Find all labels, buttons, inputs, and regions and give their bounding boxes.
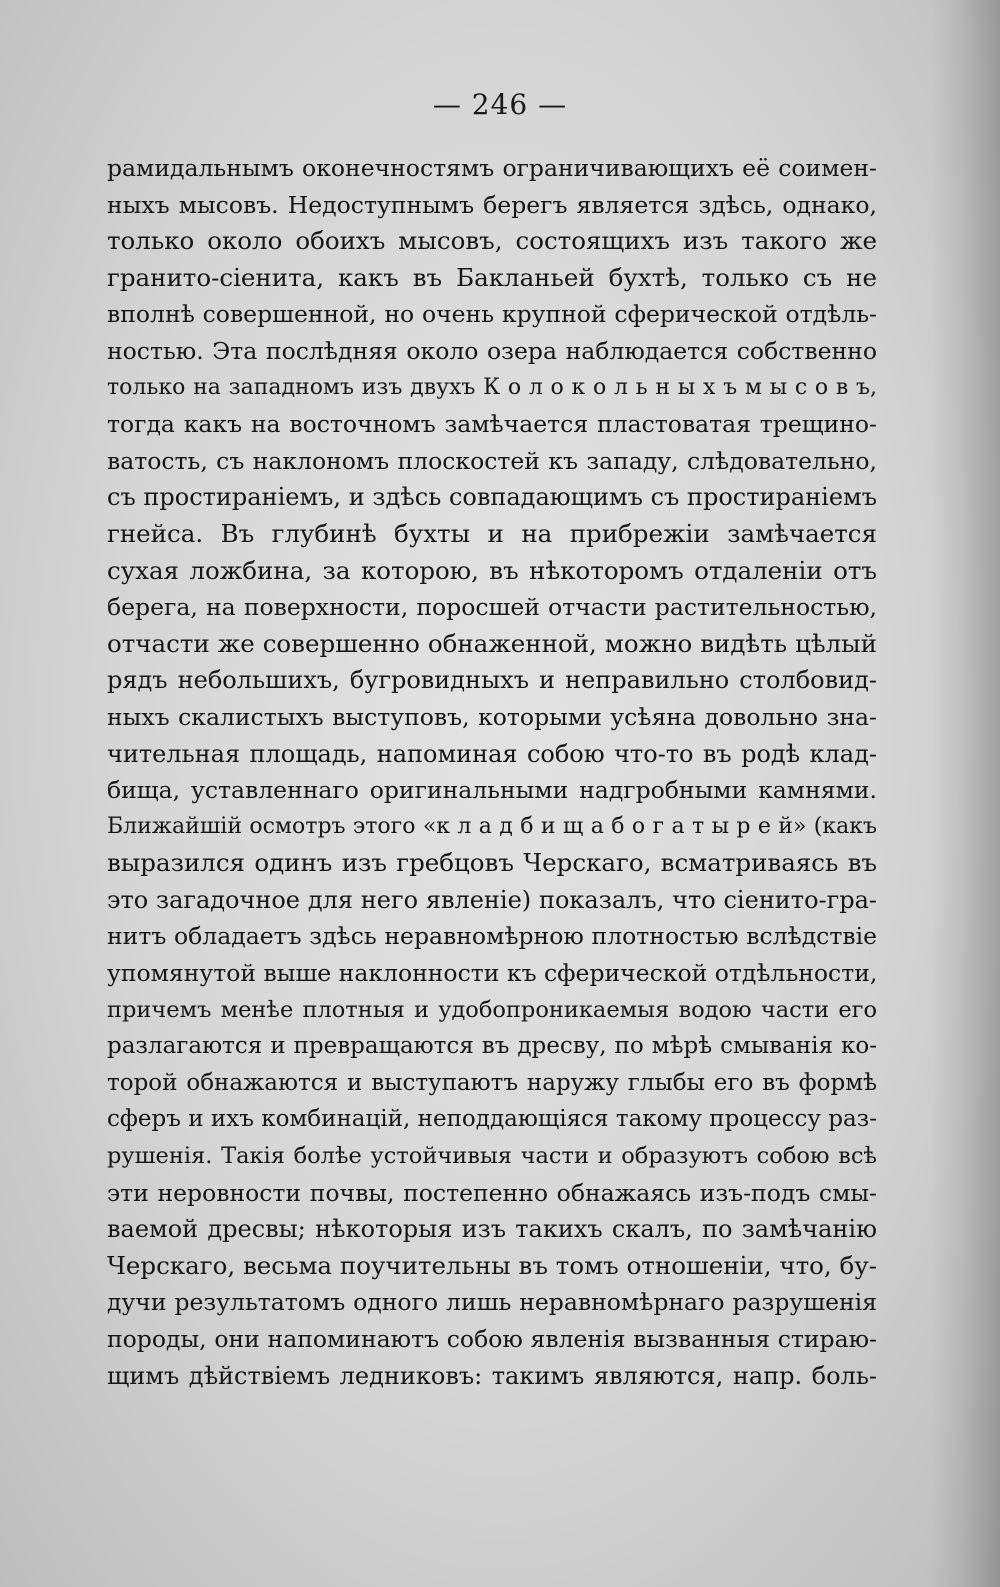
text-line: ваемой дресвы; нѣкоторыя изъ такихъ скалъ, по замѣчанію <box>107 1215 877 1244</box>
text-line: щимъ дѣйствіемъ ледниковъ: такимъ являются, напр. боль- <box>107 1361 877 1390</box>
text-line: разлагаются и превращаются въ дресву, по мѣрѣ смыванія ко- <box>107 1033 877 1060</box>
text-line: только около обоихъ мысовъ, состоящихъ изъ такого же <box>107 226 877 256</box>
text-line: рядъ небольшихъ, бугровидныхъ и неправильно столбовид- <box>107 666 877 695</box>
text-line: только на западномъ изъ двухъ К о л о к о л ь н ы х ъ м ы с о в ъ, <box>107 374 877 400</box>
page-number: — 246 — <box>432 88 568 121</box>
text-line: рушенія. Такія болѣе устойчивыя части и образуютъ собою всѣ <box>107 1143 877 1170</box>
text-line: гнейса. Въ глубинѣ бухты и на прибрежіи замѣчается <box>107 518 877 548</box>
text-line: вполнѣ совершенной, но очень крупной сферической отдѣль- <box>107 300 877 329</box>
text-line: породы, они напоминаютъ собою явленія вызванныя стираю- <box>107 1325 877 1353</box>
body-text <box>107 150 877 1394</box>
text-line: выразился одинъ изъ гребцовъ Черскаго, всматриваясь въ <box>107 848 877 878</box>
text-line: Ближайшій осмотръ этого «к л а д б и щ а б о г а т ы р е й» (какъ <box>107 813 877 839</box>
text-line: отчасти же совершенно обнаженной, можно видѣть цѣлый <box>107 628 877 658</box>
text-line: Черскаго, весьма поучительны въ томъ отношеніи, что, бу- <box>107 1250 877 1280</box>
text-line: ватость, съ наклономъ плоскостей къ западу, слѣдовательно, <box>107 446 877 475</box>
text-line: торой обнажаются и выступаютъ наружу глыбы его въ формѣ <box>107 1069 877 1096</box>
page-edge-shadow <box>930 0 1000 1587</box>
text-line: ностью. Эта послѣдняя около озера наблюдается собственно <box>107 336 877 365</box>
text-line: сухая ложбина, за которою, въ нѣкоторомъ отдаленіи отъ <box>107 555 877 585</box>
text-line: ныхъ мысовъ. Недоступнымъ берегъ является здѣсь, однако, <box>107 190 877 219</box>
text-line: это загадочное для него явленіе) показалъ, что сіенито-гра- <box>107 885 877 914</box>
text-line: причемъ менѣе плотныя и удобопроникаемыя водою части его <box>107 996 877 1023</box>
text-line: ныхъ скалистыхъ выступовъ, которыми усѣяна довольно зна- <box>107 702 877 731</box>
text-line: упомянутой выше наклонности къ сферической отдѣльности, <box>107 959 877 988</box>
text-line: чительная площадь, напоминая собою что-то въ родѣ клад- <box>107 739 877 768</box>
text-line: тогда какъ на восточномъ замѣчается пластоватая трещино- <box>107 410 877 439</box>
text-line: дучи результатомъ одного лишь неравномѣрнаго разрушенія <box>107 1288 877 1317</box>
text-line: берега, на поверхности, поросшей отчасти растительностью, <box>107 593 877 622</box>
text-line: эти неровности почвы, постепенно обнажаясь изъ-подъ смы- <box>107 1178 877 1207</box>
text-line: сферъ и ихъ комбинацій, неподдающіяся такому процессу раз- <box>107 1106 877 1133</box>
text-line: бища, уставленнаго оригинальными надгробными камнями. <box>107 776 877 805</box>
text-line: съ простираніемъ, и здѣсь совпадающимъ съ простираніемъ <box>107 483 877 512</box>
text-line: нитъ обладаетъ здѣсь неравномѣрною плотностью вслѣдствіе <box>107 922 877 951</box>
text-line: гранито-сіенита, какъ въ Бакланьей бухтѣ, только съ не <box>107 262 877 292</box>
text-line: рамидальнымъ оконечностямъ ограничивающихъ её соимен- <box>107 154 877 182</box>
